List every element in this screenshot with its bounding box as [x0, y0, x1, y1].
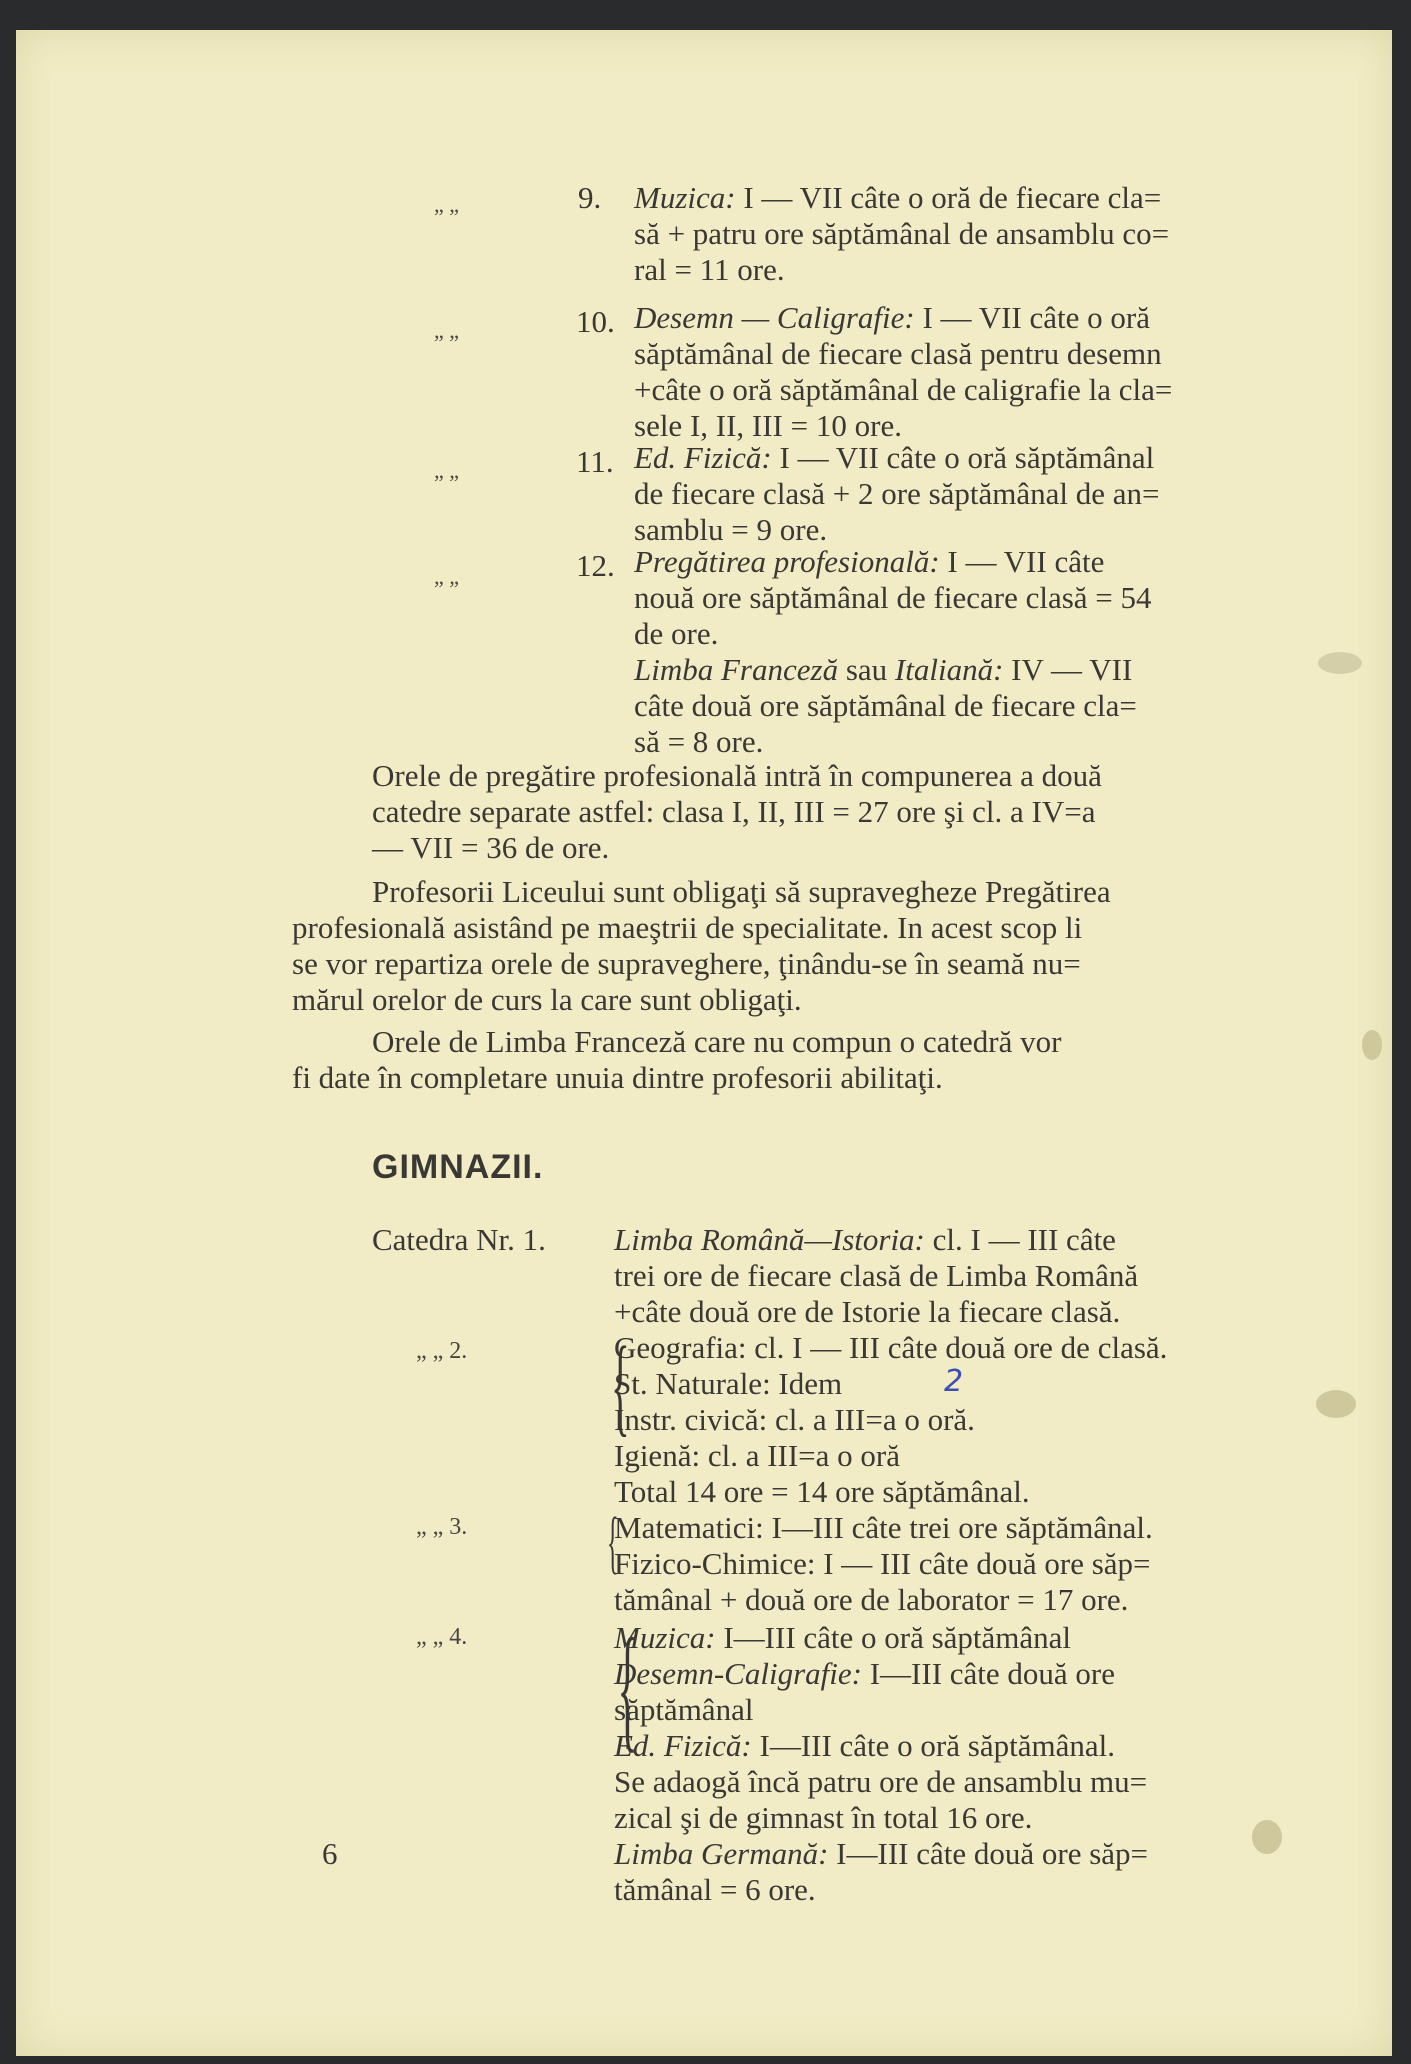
paper-stain: [1318, 652, 1362, 674]
text-line: Desemn-Caligrafie: I—III câte două ore: [614, 1656, 1115, 1691]
text-line: zical şi de gimnast în total 16 ore.: [614, 1800, 1033, 1835]
page-number: 6: [322, 1836, 338, 1871]
text-line: Se adaogă încă patru ore de ansamblu mu=: [614, 1764, 1148, 1799]
ditto-marks: „ „: [434, 458, 460, 483]
text-line: Geografia: cl. I — III câte două ore de clasă.: [614, 1330, 1168, 1365]
text-line: Limba Română—Istoria: cl. I — III câte: [614, 1222, 1116, 1257]
text-line: ral = 11 ore.: [634, 252, 785, 287]
text-line: Muzica: I — VII câte o oră de fiecare cla=: [634, 180, 1162, 215]
document-page: [16, 30, 1392, 2056]
brace: {: [606, 1504, 619, 1581]
ditto-marks: „ „ 3.: [416, 1514, 468, 1540]
item-number: 9.: [578, 180, 602, 215]
catedra-label: Catedra Nr. 1.: [372, 1222, 546, 1257]
text-line: de ore.: [634, 616, 719, 651]
paper-stain: [1362, 1030, 1382, 1060]
paragraph-line: catedre separate astfel: clasa I, II, III = 27 ore şi cl. a IV=a: [372, 794, 1096, 829]
text-line: tămânal + două ore de laborator = 17 ore.: [614, 1582, 1129, 1617]
text-line: săptămânal de fiecare clasă pentru desemn: [634, 336, 1162, 371]
text-line: Ed. Fizică: I—III câte o oră săptămânal.: [614, 1728, 1115, 1763]
text-line: sele I, II, III = 10 ore.: [634, 408, 902, 443]
text-line: tămânal = 6 ore.: [614, 1872, 816, 1907]
text-line: +câte o oră săptămânal de caligrafie la cla=: [634, 372, 1173, 407]
paper-stain: [1252, 1820, 1282, 1854]
text-line: Total 14 ore = 14 ore săptămânal.: [614, 1474, 1030, 1509]
text-line: Desemn — Caligrafie: I — VII câte o oră: [634, 300, 1150, 335]
text-line: Ed. Fizică: I — VII câte o oră săptămânal: [634, 440, 1155, 475]
text-line: St. Naturale: Idem: [614, 1366, 843, 1401]
item-number: 12.: [576, 548, 615, 583]
ditto-marks: „ „: [434, 192, 460, 217]
text-line: samblu = 9 ore.: [634, 512, 828, 547]
paragraph-line: mărul orelor de curs la care sunt obligaţi.: [292, 982, 802, 1017]
text-line: +câte două ore de Istorie la fiecare clasă.: [614, 1294, 1121, 1329]
handwritten-note: 2: [944, 1364, 964, 1399]
paragraph-line: Orele de pregătire profesională intră în compunerea a două: [372, 758, 1102, 793]
text-line: Muzica: I—III câte o oră săptămânal: [614, 1620, 1072, 1655]
item-number: 11.: [576, 444, 614, 479]
text-line: Matematici: I—III câte trei ore săptămânal.: [614, 1510, 1153, 1545]
text-line: trei ore de fiecare clasă de Limba Română: [614, 1258, 1139, 1293]
ditto-marks: „ „ 4.: [416, 1624, 468, 1650]
text-line: să = 8 ore.: [634, 724, 764, 759]
text-line: săptămânal: [614, 1692, 754, 1727]
text-line: Limba Franceză sau Italiană: IV — VII: [634, 652, 1133, 687]
paragraph-line: se vor repartiza orele de supraveghere, ţinându-se în seamă nu=: [292, 946, 1081, 981]
text-line: Pregătirea profesională: I — VII câte: [634, 544, 1105, 579]
paragraph-line: profesională asistând pe maeştrii de specialitate. In acest scop li: [292, 910, 1083, 945]
brace: {: [617, 1610, 638, 1765]
paper-stain: [1316, 1390, 1356, 1418]
paragraph-line: Profesorii Liceului sunt obligaţi să supravegheze Pregătirea: [372, 874, 1111, 909]
text-line: de fiecare clasă + 2 ore săptămânal de an=: [634, 476, 1160, 511]
ditto-marks: „ „: [434, 318, 460, 343]
ditto-marks: „ „: [434, 564, 460, 589]
paragraph-line: fi date în completare unuia dintre profesorii abilitaţi.: [292, 1060, 943, 1095]
text-line: Limba Germană: I—III câte două ore săp=: [614, 1836, 1149, 1871]
section-heading: GIMNAZII.: [372, 1148, 544, 1186]
text-line: Fizico-Chimice: I — III câte două ore săp=: [614, 1546, 1151, 1581]
text-line: nouă ore săptămânal de fiecare clasă = 54: [634, 580, 1152, 615]
item-number: 10.: [576, 304, 615, 339]
text-line: câte două ore săptămânal de fiecare cla=: [634, 688, 1137, 723]
paragraph-line: Orele de Limba Franceză care nu compun o catedră vor: [372, 1024, 1062, 1059]
text-line: să + patru ore săptămânal de ansamblu co=: [634, 216, 1170, 251]
ditto-marks: „ „ 2.: [416, 1338, 468, 1364]
text-line: Instr. civică: cl. a III=a o oră.: [614, 1402, 975, 1437]
paragraph-line: — VII = 36 de ore.: [372, 830, 610, 865]
brace: {: [611, 1324, 630, 1446]
text-line: Igienă: cl. a III=a o oră: [614, 1438, 900, 1473]
